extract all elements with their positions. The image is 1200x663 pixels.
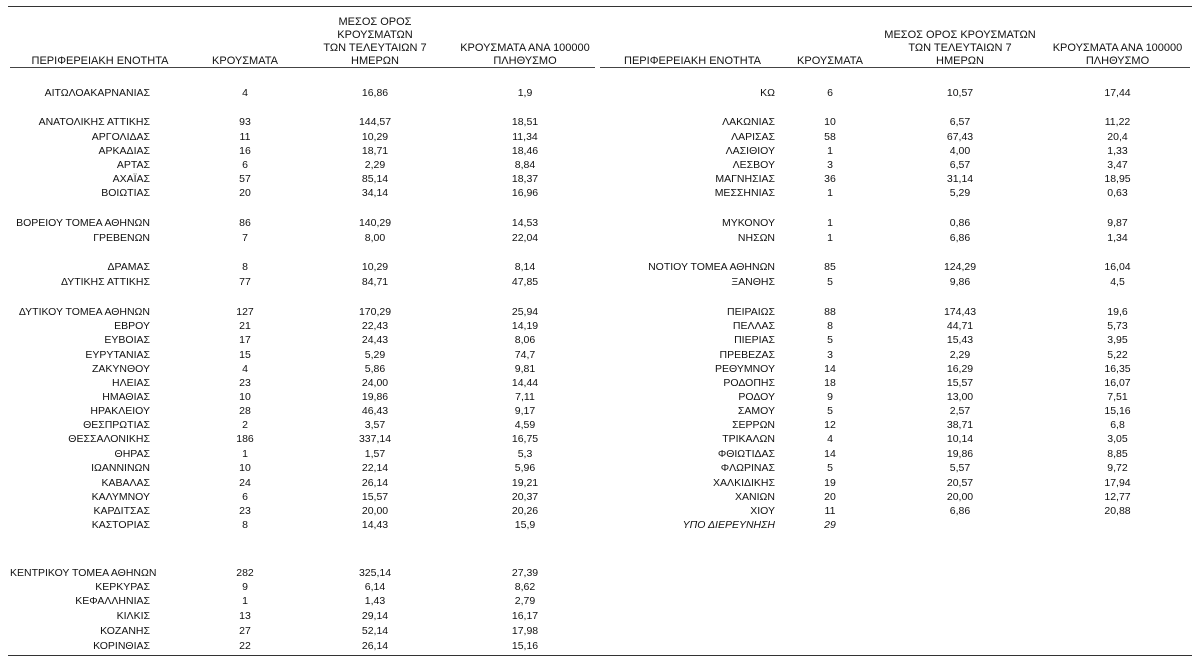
left-row-avg7-cell: 26,14 (361, 640, 389, 652)
left-row-per100k-cell: 9,81 (514, 363, 536, 375)
header-avg7-line1: ΜΕΣΟΣ ΟΡΟΣ ΚΡΟΥΣΜΑΤΩΝ (884, 29, 1036, 41)
header-cases-label: ΚΡΟΥΣΜΑΤΑ (212, 55, 278, 67)
left-row-cases-cell: 11 (239, 131, 251, 143)
right-row-cases-cell: 1 (827, 217, 833, 229)
left-row-cases-cell: 186 (236, 433, 254, 445)
right-row-per100k-cell: 9,87 (1107, 217, 1128, 229)
left-row-cases-cell: 9 (242, 581, 248, 593)
left-row-avg7-cell: 20,00 (361, 505, 389, 517)
left-row-per100k-cell: 18,37 (511, 173, 539, 185)
right-row-cases-cell: 19 (824, 477, 836, 489)
right-row-name-cell: ΧΙΟΥ (750, 505, 775, 517)
left-row-cases-cell: 86 (239, 217, 251, 229)
left-row-name-cell: ΑΝΑΤΟΛΙΚΗΣ ΑΤΤΙΚΗΣ (38, 116, 150, 128)
left-row-per100k-cell: 14,53 (511, 217, 539, 229)
left-row-per100k-cell: 2,79 (514, 595, 536, 607)
header-avg7-line3: ΗΜΕΡΩΝ (936, 55, 984, 67)
right-row-name-cell: ΜΑΓΝΗΣΙΑΣ (715, 173, 775, 185)
right-row-cases-cell: 12 (824, 419, 836, 431)
left-row-name-cell: ΖΑΚΥΝΘΟΥ (91, 363, 150, 375)
header-per100k-line1: ΚΡΟΥΣΜΑΤΑ ΑΝΑ 100000 (460, 42, 590, 54)
header-avg7-line2: ΤΩΝ ΤΕΛΕΥΤΑΙΩΝ 7 (908, 42, 1012, 54)
right-row-avg7-cell: 15,57 (946, 377, 974, 389)
right-row-name-cell: ΞΑΝΘΗΣ (731, 276, 775, 288)
right-row-avg7-cell: 4,00 (949, 145, 971, 157)
right-row-name-cell: ΠΕΛΛΑΣ (732, 320, 775, 332)
left-row-avg7-cell: 24,43 (361, 334, 389, 346)
right-row-cases-cell: 5 (827, 276, 833, 288)
right-row-avg7-cell: 20,00 (946, 491, 974, 503)
left-row-avg7-cell: 3,57 (364, 419, 386, 431)
right-row-name-cell: ΛΕΣΒΟΥ (732, 159, 775, 171)
right-row-avg7-cell: 5,29 (949, 187, 971, 199)
left-row-cases-cell: 77 (239, 276, 251, 288)
right-row-per100k-cell: 20,4 (1107, 131, 1128, 143)
right-row-cases-cell: 20 (824, 491, 836, 503)
left-row-name-cell: ΗΜΑΘΙΑΣ (102, 391, 150, 403)
left-row-per100k-cell: 15,16 (511, 640, 539, 652)
left-row-cases-cell: 20 (239, 187, 251, 199)
left-row-cases-cell: 7 (242, 232, 248, 244)
right-row-per100k-cell: 16,07 (1104, 377, 1131, 389)
left-row-avg7-cell: 170,29 (358, 306, 392, 318)
left-row-per100k-cell: 8,14 (514, 261, 536, 273)
right-row-avg7-cell: 6,57 (949, 116, 971, 128)
right-row-name-cell: ΦΛΩΡΙΝΑΣ (720, 462, 775, 474)
left-row-name-cell: ΒΟΙΩΤΙΑΣ (101, 187, 150, 199)
right-row-name-cell: ΥΠΟ ΔΙΕΡΕΥΝΗΣΗ (682, 519, 775, 531)
right-row-avg7-cell: 15,43 (946, 334, 974, 346)
left-row-avg7-cell: 22,14 (361, 462, 389, 474)
left-row-name-cell: ΚΟΡΙΝΘΙΑΣ (93, 640, 150, 652)
left-row-cases-cell: 21 (239, 320, 251, 332)
left-row-avg7-cell: 26,14 (361, 477, 389, 489)
right-row-cases-cell: 29 (824, 519, 836, 531)
left-row-name-cell: ΚΟΖΑΝΗΣ (100, 625, 150, 637)
left-row-per100k-cell: 16,17 (511, 610, 539, 622)
right-row-avg7-cell: 38,71 (946, 419, 974, 431)
right-row-avg7-cell (880, 518, 1040, 532)
right-row-per100k-cell: 4,5 (1110, 276, 1125, 288)
left-row-per100k-cell: 47,85 (511, 276, 539, 288)
right-row-name-cell: ΝΗΣΩΝ (737, 232, 775, 244)
right-row-cases-cell: 5 (827, 334, 833, 346)
right-row-avg7-cell: 16,29 (946, 363, 974, 375)
right-row-per100k-cell: 15,16 (1104, 405, 1131, 417)
left-row-avg7-cell: 1,57 (364, 448, 386, 460)
left-row-name-cell: ΑΡΓΟΛΙΔΑΣ (91, 131, 150, 143)
left-row-cases-cell: 16 (239, 145, 251, 157)
right-row-cases-cell: 1 (827, 145, 833, 157)
right-row-avg7-cell: 19,86 (946, 448, 974, 460)
right-row-per100k-cell: 3,47 (1107, 159, 1128, 171)
right-row-name-cell: ΣΕΡΡΩΝ (732, 419, 775, 431)
left-row-per100k-cell: 25,94 (511, 306, 539, 318)
right-row-cases-cell: 85 (824, 261, 836, 273)
left-row-name-cell: ΕΒΡΟΥ (114, 320, 150, 332)
left-row-cases-cell: 17 (239, 334, 251, 346)
left-row-name-cell: ΑΧΑΪΑΣ (112, 173, 150, 185)
left-row-cases-cell: 13 (239, 610, 251, 622)
right-row-per100k-cell: 16,35 (1104, 363, 1131, 375)
left-row-name-cell: ΔΡΑΜΑΣ (107, 261, 150, 273)
left-row-name-cell: ΕΥΒΟΙΑΣ (104, 334, 150, 346)
left-row-per100k-cell: 14,19 (511, 320, 539, 332)
right-row-avg7-cell: 13,00 (946, 391, 974, 403)
right-row-name-cell: ΡΟΔΟΥ (738, 391, 775, 403)
header-cases-right (785, 20, 875, 68)
left-row-name-cell: ΚΑΣΤΟΡΙΑΣ (91, 519, 150, 531)
right-row-avg7-cell: 2,57 (949, 405, 971, 417)
left-row-name-cell: ΗΛΕΙΑΣ (111, 377, 150, 389)
left-row-per100k-cell: 16,96 (511, 187, 539, 199)
right-row-per100k-cell: 1,33 (1107, 145, 1128, 157)
right-row-cases-cell: 36 (824, 173, 836, 185)
right-row-name-cell: ΡΟΔΟΠΗΣ (723, 377, 775, 389)
right-row-cases-cell: 1 (827, 187, 833, 199)
left-row-per100k-cell: 8,06 (514, 334, 536, 346)
right-row-avg7-cell: 124,29 (943, 261, 977, 273)
header-region-left (10, 20, 190, 68)
header-per100k-line2: ΠΛΗΘΥΣΜΟ (493, 55, 557, 67)
left-row-avg7-cell: 14,43 (361, 519, 389, 531)
left-row-avg7-cell: 144,57 (358, 116, 392, 128)
right-row-name-cell: ΤΡΙΚΑΛΩΝ (722, 433, 775, 445)
left-row-cases-cell: 23 (239, 505, 251, 517)
left-row-per100k-cell: 16,75 (511, 433, 539, 445)
right-row-cases-cell: 8 (827, 320, 833, 332)
left-row-cases-cell: 282 (236, 567, 254, 579)
right-row-avg7-cell: 67,43 (946, 131, 974, 143)
right-row-name-cell: ΜΥΚΟΝΟΥ (721, 217, 775, 229)
right-row-cases-cell: 5 (827, 462, 833, 474)
right-row-per100k-cell: 3,95 (1107, 334, 1128, 346)
right-row-name-cell: ΛΑΡΙΣΑΣ (731, 131, 775, 143)
right-row-name-cell: ΛΑΣΙΘΙΟΥ (725, 145, 775, 157)
right-row-cases-cell: 4 (827, 433, 833, 445)
left-row-cases-cell: 8 (242, 519, 248, 531)
left-row-avg7-cell: 325,14 (358, 567, 392, 579)
right-row-per100k-cell: 12,77 (1104, 491, 1131, 503)
right-row-cases-cell: 9 (827, 391, 833, 403)
right-row-avg7-cell: 6,86 (949, 232, 971, 244)
left-row-per100k-cell: 4,59 (514, 419, 536, 431)
right-row-per100k-cell: 5,73 (1107, 320, 1128, 332)
right-row-avg7-cell: 31,14 (946, 173, 974, 185)
right-row-cases-cell: 14 (824, 363, 836, 375)
right-row-per100k-cell: 9,72 (1107, 462, 1128, 474)
left-row-cases-cell: 1 (242, 448, 248, 460)
left-row-per100k-cell: 19,21 (511, 477, 539, 489)
left-row-name-cell: ΔΥΤΙΚΟΥ ΤΟΜΕΑ ΑΘΗΝΩΝ (18, 306, 150, 318)
right-row-name-cell: ΜΕΣΣΗΝΙΑΣ (714, 187, 775, 199)
right-row-cases-cell: 58 (824, 131, 836, 143)
left-row-per100k-cell: 5,3 (517, 448, 533, 460)
header-region-label: ΠΕΡΙΦΕΡΕΙΑΚΗ ΕΝΟΤΗΤΑ (624, 55, 761, 67)
left-row-cases-cell: 2 (242, 419, 248, 431)
left-row-name-cell: ΗΡΑΚΛΕΙΟΥ (90, 405, 150, 417)
right-row-avg7-cell: 2,29 (949, 349, 971, 361)
right-row-cases-cell: 88 (824, 306, 836, 318)
left-row-avg7-cell: 5,86 (364, 363, 386, 375)
left-row-avg7-cell: 2,29 (364, 159, 386, 171)
header-avg7-right (880, 20, 1040, 68)
left-row-avg7-cell: 337,14 (358, 433, 392, 445)
left-row-name-cell: ΒΟΡΕΙΟΥ ΤΟΜΕΑ ΑΘΗΝΩΝ (16, 217, 150, 229)
left-row-cases-cell: 22 (239, 640, 251, 652)
left-row-avg7-cell: 6,14 (364, 581, 386, 593)
right-row-cases-cell: 6 (827, 87, 833, 99)
right-row-per100k-cell: 19,6 (1107, 306, 1128, 318)
header-per100k-line2: ΠΛΗΘΥΣΜΟ (1085, 55, 1150, 67)
right-row-per100k-cell: 20,88 (1104, 505, 1131, 517)
right-row-cases-cell: 5 (827, 405, 833, 417)
right-row-per100k-cell: 18,95 (1104, 173, 1131, 185)
left-row-per100k-cell: 18,46 (511, 145, 539, 157)
bottom-rule (8, 655, 1192, 656)
right-row-per100k-cell: 0,63 (1107, 187, 1128, 199)
left-row-per100k-cell: 7,11 (515, 391, 535, 403)
left-row-name-cell: ΕΥΡΥΤΑΝΙΑΣ (85, 349, 150, 361)
left-row-cases-cell: 28 (239, 405, 251, 417)
header-avg7-line2: ΤΩΝ ΤΕΛΕΥΤΑΙΩΝ 7 (323, 42, 427, 54)
right-row-name-cell: ΛΑΚΩΝΙΑΣ (722, 116, 775, 128)
left-row-cases-cell: 4 (242, 363, 248, 375)
right-row-name-cell: ΧΑΝΙΩΝ (735, 491, 775, 503)
right-row-cases-cell: 18 (824, 377, 836, 389)
left-row-avg7-cell: 24,00 (361, 377, 389, 389)
left-row-cases-cell: 6 (242, 159, 248, 171)
right-row-cases-cell: 3 (827, 349, 833, 361)
header-region-label: ΠΕΡΙΦΕΡΕΙΑΚΗ ΕΝΟΤΗΤΑ (31, 55, 169, 67)
left-row-cases-cell: 93 (239, 116, 251, 128)
left-row-cases-cell: 10 (239, 462, 251, 474)
left-row-cases-cell: 6 (242, 491, 248, 503)
left-row-name-cell: ΘΗΡΑΣ (114, 448, 150, 460)
header-per100k-left (455, 20, 595, 68)
header-avg7-line1: ΜΕΣΟΣ ΟΡΟΣ ΚΡΟΥΣΜΑΤΩΝ (337, 16, 413, 41)
right-row-avg7-cell: 6,86 (949, 505, 971, 517)
left-row-per100k-cell: 15,9 (514, 519, 536, 531)
left-row-avg7-cell: 34,14 (361, 187, 389, 199)
left-row-cases-cell: 57 (239, 173, 251, 185)
header-per100k-right (1045, 20, 1190, 68)
right-row-per100k-cell: 5,22 (1107, 349, 1128, 361)
left-row-per100k-cell: 74,7 (514, 349, 536, 361)
left-row-cases-cell: 1 (242, 595, 248, 607)
header-avg7-left (300, 16, 450, 68)
left-row-name-cell: ΚΕΝΤΡΙΚΟΥ ΤΟΜΕΑ ΑΘΗΝΩΝ (10, 567, 157, 579)
left-row-name-cell: ΔΥΤΙΚΗΣ ΑΤΤΙΚΗΣ (60, 276, 150, 288)
left-row-avg7-cell: 10,29 (361, 131, 389, 143)
right-row-name-cell: ΠΙΕΡΙΑΣ (734, 334, 775, 346)
left-row-avg7-cell: 84,71 (361, 276, 389, 288)
left-row-cases-cell: 127 (236, 306, 254, 318)
right-row-per100k-cell: 1,34 (1107, 232, 1128, 244)
right-row-avg7-cell: 174,43 (943, 306, 977, 318)
right-row-cases-cell: 3 (827, 159, 833, 171)
left-row-name-cell: ΙΩΑΝΝΙΝΩΝ (91, 462, 150, 474)
right-row-per100k-cell (1045, 518, 1190, 532)
header-per100k-line1: ΚΡΟΥΣΜΑΤΑ ΑΝΑ 100000 (1052, 42, 1183, 54)
left-row-avg7-cell: 19,86 (361, 391, 389, 403)
left-row-cases-cell: 8 (242, 261, 248, 273)
right-row-avg7-cell: 0,86 (949, 217, 971, 229)
left-row-avg7-cell: 46,43 (361, 405, 389, 417)
left-row-per100k-cell: 8,62 (514, 581, 536, 593)
left-row-cases-cell: 27 (239, 625, 251, 637)
left-row-avg7-cell: 22,43 (361, 320, 389, 332)
right-row-per100k-cell: 16,04 (1104, 261, 1131, 273)
right-row-name-cell: ΣΑΜΟΥ (737, 405, 775, 417)
left-row-avg7-cell: 52,14 (361, 625, 389, 637)
left-row-per100k-cell: 11,34 (512, 131, 538, 143)
right-row-per100k-cell: 3,05 (1107, 433, 1128, 445)
right-row-name-cell: ΧΑΛΚΙΔΙΚΗΣ (713, 477, 775, 489)
header-avg7-line3: ΗΜΕΡΩΝ (351, 55, 399, 67)
left-row-avg7-cell: 85,14 (361, 173, 389, 185)
left-row-per100k-cell: 14,44 (511, 377, 539, 389)
right-row-avg7-cell: 44,71 (946, 320, 974, 332)
left-row-per100k-cell: 8,84 (514, 159, 536, 171)
right-row-per100k-cell: 11,22 (1104, 116, 1131, 128)
right-row-name-cell: ΠΕΙΡΑΙΩΣ (727, 306, 775, 318)
left-row-avg7-cell: 5,29 (364, 349, 386, 361)
left-row-avg7-cell: 16,86 (361, 87, 389, 99)
right-row-avg7-cell: 10,14 (946, 433, 974, 445)
left-row-cases-cell: 4 (242, 87, 248, 99)
left-row-cases-cell: 23 (239, 377, 251, 389)
left-row-avg7-cell: 140,29 (358, 217, 392, 229)
left-row-per100k-cell: 22,04 (511, 232, 539, 244)
header-region-right (600, 20, 785, 68)
left-row-cases-cell: 10 (239, 391, 251, 403)
header-underline-left (10, 67, 595, 68)
right-row-cases-cell: 11 (824, 505, 836, 517)
left-row-name-cell: ΑΡΤΑΣ (116, 159, 150, 171)
left-row-avg7-cell: 29,14 (361, 610, 389, 622)
left-row-name-cell: ΚΕΦΑΛΛΗΝΙΑΣ (75, 595, 150, 607)
right-row-avg7-cell: 6,57 (949, 159, 971, 171)
left-row-name-cell: ΚΑΛΥΜΝΟΥ (91, 491, 150, 503)
left-row-cases-cell: 15 (239, 349, 251, 361)
left-row-name-cell: ΑΙΤΩΛΟΑΚΑΡΝΑΝΙΑΣ (44, 87, 150, 99)
left-row-avg7-cell: 10,29 (361, 261, 389, 273)
left-row-name-cell: ΑΡΚΑΔΙΑΣ (98, 145, 150, 157)
left-row-name-cell: ΘΕΣΣΑΛΟΝΙΚΗΣ (68, 433, 150, 445)
right-row-per100k-cell: 8,85 (1107, 448, 1128, 460)
right-row-per100k-cell: 6,8 (1110, 419, 1125, 431)
left-row-avg7-cell: 15,57 (361, 491, 389, 503)
left-row-per100k-cell: 9,17 (514, 405, 536, 417)
right-row-avg7-cell: 5,57 (949, 462, 971, 474)
left-row-per100k-cell: 27,39 (511, 567, 539, 579)
right-row-name-cell: ΠΡΕΒΕΖΑΣ (719, 349, 775, 361)
right-row-per100k-cell: 17,94 (1104, 477, 1131, 489)
left-row-per100k-cell: 20,26 (511, 505, 539, 517)
left-row-per100k-cell: 1,9 (517, 87, 533, 99)
left-row-name-cell: ΚΑΡΔΙΤΣΑΣ (93, 505, 150, 517)
left-row-name-cell: ΓΡΕΒΕΝΩΝ (93, 232, 150, 244)
left-row-per100k-cell: 18,51 (511, 116, 539, 128)
right-row-name-cell: ΚΩ (760, 87, 775, 99)
left-row-name-cell: ΚΙΛΚΙΣ (116, 610, 150, 622)
right-row-name-cell: ΝΟΤΙΟΥ ΤΟΜΕΑ ΑΘΗΝΩΝ (648, 261, 775, 273)
right-row-name-cell: ΦΘΙΩΤΙΔΑΣ (717, 448, 775, 460)
left-row-per100k-cell: 20,37 (511, 491, 539, 503)
left-row-per100k-cell: 5,96 (514, 462, 536, 474)
left-row-name-cell: ΚΑΒΑΛΑΣ (101, 477, 150, 489)
header-cases-left (200, 20, 290, 68)
left-row-per100k-cell: 17,98 (511, 625, 539, 637)
top-rule (8, 6, 1192, 7)
left-row-avg7-cell: 8,00 (364, 232, 386, 244)
header-underline-right (600, 67, 1190, 68)
right-row-cases-cell: 1 (827, 232, 833, 244)
right-row-avg7-cell: 20,57 (946, 477, 974, 489)
right-row-name-cell: ΡΕΘΥΜΝΟΥ (714, 363, 775, 375)
left-row-cases-cell: 24 (239, 477, 251, 489)
left-row-avg7-cell: 18,71 (361, 145, 389, 157)
right-row-cases-cell: 10 (824, 116, 836, 128)
right-row-per100k-cell: 17,44 (1104, 87, 1131, 99)
right-row-cases-cell: 14 (824, 448, 836, 460)
right-row-avg7-cell: 9,86 (949, 276, 971, 288)
right-row-avg7-cell: 10,57 (946, 87, 974, 99)
right-row-per100k-cell: 7,51 (1107, 391, 1128, 403)
left-row-name-cell: ΘΕΣΠΡΩΤΙΑΣ (83, 419, 150, 431)
left-row-name-cell: ΚΕΡΚΥΡΑΣ (95, 581, 150, 593)
left-row-avg7-cell: 1,43 (364, 595, 386, 607)
header-cases-label: ΚΡΟΥΣΜΑΤΑ (797, 55, 863, 67)
